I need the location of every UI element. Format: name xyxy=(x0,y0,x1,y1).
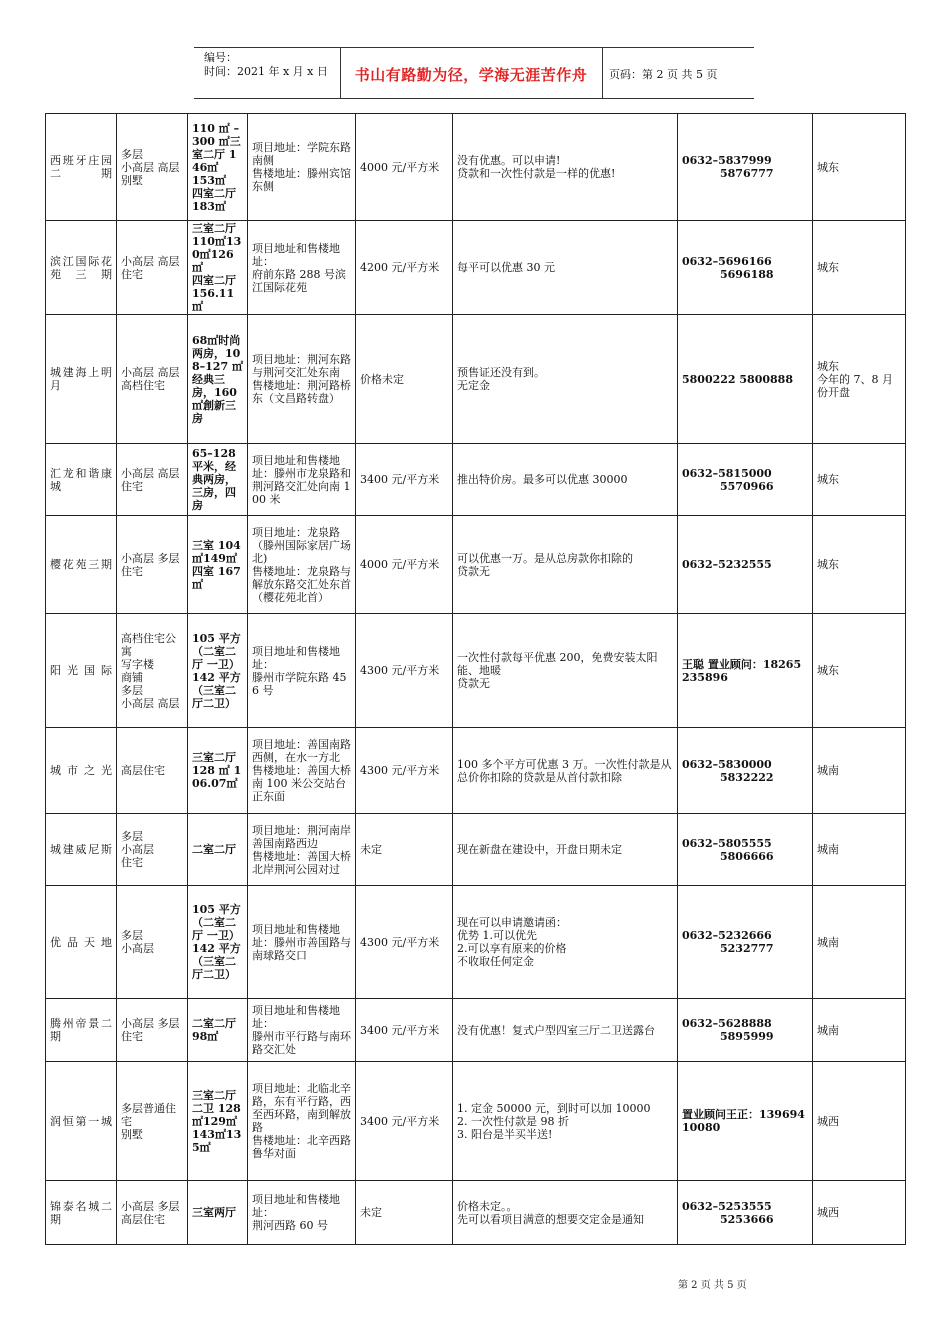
building-type-line: 多层普通住宅 xyxy=(121,1101,176,1128)
address-cell xyxy=(248,614,356,728)
building-type-line: 高层住宅 xyxy=(121,1212,165,1226)
unit-size-cell xyxy=(188,1181,248,1245)
promotion-line: 优势 1.可以优先 xyxy=(457,929,537,942)
address-line: 滕州市平行路与南环路交汇处 xyxy=(252,1030,351,1056)
promotion-line: 100 多个平方可优惠 3 万。一次性付款是从总价你扣除的贷款是从首付款扣除 xyxy=(457,757,672,784)
promotion-cell xyxy=(453,1181,678,1245)
unit-size-line: 四室 167㎡ xyxy=(192,564,241,591)
district-cell xyxy=(813,444,906,516)
price-cell: 4000 元/平方米 xyxy=(356,516,453,614)
price-cell: 4200 元/平方米 xyxy=(356,221,453,315)
contact-phone-cell xyxy=(678,728,813,814)
building-type-line: 别墅 xyxy=(121,1127,143,1141)
table-row xyxy=(46,315,906,444)
address-line: 项目地址和售楼地址： xyxy=(252,1004,340,1030)
building-type-cell xyxy=(117,221,188,315)
promotion-line: 一次性付款每平优惠 200，免费安装太阳能、地暖 xyxy=(457,651,658,677)
address-line: 滕州市学院东路 456 号 xyxy=(252,670,347,697)
district-cell xyxy=(813,614,906,728)
building-type-line: 住宅 xyxy=(121,856,143,869)
district-cell xyxy=(813,886,906,999)
property-name-cell: 优品天地 xyxy=(46,886,117,999)
building-type-line: 商铺 xyxy=(121,670,143,684)
promotion-cell xyxy=(453,221,678,315)
building-type-line: 多层 xyxy=(121,147,143,161)
contact-phone-line: 0632–5628888 xyxy=(682,1017,772,1030)
building-type-cell xyxy=(117,444,188,516)
building-type-cell xyxy=(117,728,188,814)
address-cell xyxy=(248,516,356,614)
property-name-cell: 城建海上明月 xyxy=(46,315,117,444)
contact-phone-line: 置业顾问王正：13969410080 xyxy=(682,1108,805,1134)
unit-size-line: 三室二厅 110㎡130㎡126㎡ xyxy=(192,222,242,274)
address-line: 售楼地址：善国大桥南 100 米公交站台正东面 xyxy=(252,764,351,803)
table-row xyxy=(46,999,906,1062)
building-type-cell xyxy=(117,1181,188,1245)
unit-size-line: 68㎡时尚两房，108–127 ㎡经典三房，160 ㎡創新三房 xyxy=(192,333,243,425)
promotion-line: 贷款无 xyxy=(457,564,490,578)
table-row xyxy=(46,814,906,886)
district-line: 城东 xyxy=(817,558,839,571)
promotion-line: 2.可以享有原来的价格 xyxy=(457,942,567,955)
district-line: 城西 xyxy=(817,1206,839,1219)
building-type-cell xyxy=(117,999,188,1062)
address-line: 售楼地址：荆河路桥东（文昌路转盘） xyxy=(252,379,351,405)
address-line: 项目地址：学院东路南侧 xyxy=(252,141,351,167)
property-name-cell: 滨江国际花苑三期 xyxy=(46,221,117,315)
district-line: 城东 xyxy=(817,664,839,677)
building-type-line: 小高层 高层 xyxy=(121,366,180,379)
address-line: 售楼地址：善国大桥北岸荆河公园对过 xyxy=(252,849,351,876)
contact-phone-line: 0632–5815000 xyxy=(682,466,772,480)
contact-phone-line: 5800222 5800888 xyxy=(682,372,793,386)
table-row xyxy=(46,614,906,728)
building-type-line: 高层住宅 xyxy=(121,764,165,777)
address-cell xyxy=(248,814,356,886)
promotion-line: 1. 定金 50000 元，到时可以加 10000 xyxy=(457,1101,651,1115)
contact-phone-cell xyxy=(678,999,813,1062)
promotion-line: 2. 一次性付款是 98 折 xyxy=(457,1114,569,1128)
price-cell: 4000 元/平方米 xyxy=(356,114,453,221)
listing-table-body xyxy=(46,114,906,1245)
property-listing-table xyxy=(45,113,906,1245)
unit-size-cell xyxy=(188,444,248,516)
building-type-line: 小高层 高层住宅 xyxy=(121,254,180,281)
contact-phone-line: 5895999 xyxy=(720,1030,774,1043)
contact-phone-cell xyxy=(678,114,813,221)
address-cell xyxy=(248,1062,356,1181)
property-name-cell: 汇龙和谐康城 xyxy=(46,444,117,516)
district-line: 今年的 7、8 月份开盘 xyxy=(817,372,893,399)
price-cell: 价格未定 xyxy=(356,315,453,444)
building-type-cell xyxy=(117,1062,188,1181)
address-line: 项目地址：北临北辛路，东有平行路，西至西环路，南到解放路 xyxy=(252,1082,351,1134)
address-line: 府前东路 288 号滨江国际花苑 xyxy=(252,267,346,294)
promotion-cell xyxy=(453,1062,678,1181)
price-cell: 未定 xyxy=(356,814,453,886)
price-cell: 4300 元/平方米 xyxy=(356,728,453,814)
address-cell xyxy=(248,315,356,444)
contact-phone-line: 0632–5232555 xyxy=(682,558,772,571)
address-line: 项目地址和售楼地址： xyxy=(252,241,340,268)
table-row xyxy=(46,886,906,999)
contact-phone-line: 5232777 xyxy=(720,942,774,955)
date-label: 时间：2021 年 x 月 x 日 xyxy=(204,65,328,78)
property-name-cell: 樱花苑三期 xyxy=(46,516,117,614)
building-type-cell xyxy=(117,315,188,444)
address-line: 项目地址和售楼地址： xyxy=(252,1193,340,1219)
address-line: 项目地址：荆河东路与荆河交汇处东南 xyxy=(252,353,351,379)
unit-size-cell xyxy=(188,999,248,1062)
unit-size-line: 105 平方（二室二厅 一卫）142 平方（三室二厅二卫） xyxy=(192,903,241,981)
address-line: 项目地址：龙泉路（滕州国际家居广场北) xyxy=(252,525,351,565)
property-name-cell: 腾州帝景二期 xyxy=(46,999,117,1062)
contact-phone-line: 5832222 xyxy=(720,770,774,784)
address-line: 售楼地址：龙泉路与解放东路交汇处东首（樱花苑北首） xyxy=(252,564,351,604)
building-type-line: 高档住宅公寓 xyxy=(121,631,176,658)
address-cell xyxy=(248,728,356,814)
building-type-line: 小高层 高层 xyxy=(121,160,180,174)
contact-phone-line: 5696188 xyxy=(720,267,774,281)
promotion-line: 可以优惠一万。是从总房款你扣除的 xyxy=(457,551,633,565)
promotion-line: 贷款和一次性付款是一样的优惠! xyxy=(457,167,616,180)
building-type-line: 小高层 多层住宅 xyxy=(121,1017,180,1043)
promotion-line: 预售证还没有到。 xyxy=(457,366,545,379)
unit-size-line: 三室两厅 xyxy=(192,1206,236,1219)
unit-size-cell xyxy=(188,221,248,315)
unit-size-cell xyxy=(188,886,248,999)
contact-phone-line: 0632–5805555 xyxy=(682,836,772,850)
property-name-cell: 阳光国际 xyxy=(46,614,117,728)
unit-size-line: 二室二厅 98㎡ xyxy=(192,1017,236,1043)
building-type-line: 多层 xyxy=(121,830,143,843)
building-type-cell xyxy=(117,886,188,999)
table-row xyxy=(46,1062,906,1181)
motto: 书山有路勤为径，学海无涯苦作舟 xyxy=(354,66,588,84)
district-line: 城南 xyxy=(817,1023,839,1037)
contact-phone-cell xyxy=(678,1062,813,1181)
table-row xyxy=(46,1181,906,1245)
table-row xyxy=(46,444,906,516)
page-header xyxy=(194,47,754,99)
promotion-line: 没有优惠！复式户型四室三厅二卫送露台 xyxy=(457,1023,655,1037)
property-name-cell: 城市之光 xyxy=(46,728,117,814)
contact-phone-line: 0632–5830000 xyxy=(682,757,772,771)
number-label: 编号： xyxy=(204,51,237,64)
promotion-cell xyxy=(453,814,678,886)
building-type-cell xyxy=(117,114,188,221)
page-footer: 第 2 页 共 5 页 xyxy=(678,1280,747,1291)
contact-phone-line: 王聪 置业顾问：18265235896 xyxy=(682,657,802,684)
unit-size-line: 65–128 平米，经典两房，三房，四房 xyxy=(192,447,236,512)
promotion-line: 先可以看项目满意的想要交定金是通知 xyxy=(457,1212,644,1226)
district-cell xyxy=(813,999,906,1062)
unit-size-cell xyxy=(188,315,248,444)
unit-size-cell xyxy=(188,1062,248,1181)
unit-size-line: 二室二厅 xyxy=(192,843,236,856)
promotion-line: 3. 阳台是半买半送! xyxy=(457,1127,553,1141)
district-cell xyxy=(813,516,906,614)
building-type-line: 写字楼 xyxy=(121,657,154,671)
contact-phone-line: 0632–5232666 xyxy=(682,929,772,942)
district-line: 城东 xyxy=(817,160,839,174)
unit-size-cell xyxy=(188,516,248,614)
district-cell xyxy=(813,221,906,315)
unit-size-cell xyxy=(188,614,248,728)
building-type-line: 小高层 xyxy=(121,942,154,955)
contact-phone-cell xyxy=(678,444,813,516)
district-line: 城南 xyxy=(817,764,839,777)
district-line: 城东 xyxy=(817,473,839,486)
contact-phone-cell xyxy=(678,814,813,886)
address-cell xyxy=(248,999,356,1062)
promotion-cell xyxy=(453,516,678,614)
promotion-line: 价格未定。。 xyxy=(457,1199,518,1213)
contact-phone-line: 5253666 xyxy=(720,1212,774,1226)
table-row xyxy=(46,221,906,315)
contact-phone-line: 5570966 xyxy=(720,479,774,493)
unit-size-cell xyxy=(188,114,248,221)
address-line: 项目地址和售楼地址：滕州市善国路与南球路交口 xyxy=(252,922,351,962)
address-cell xyxy=(248,221,356,315)
contact-phone-cell xyxy=(678,516,813,614)
promotion-cell xyxy=(453,444,678,516)
promotion-cell xyxy=(453,315,678,444)
address-line: 项目地址和售楼地址：滕州市龙泉路和荆河路交汇处向南 100 米 xyxy=(252,453,351,506)
building-type-line: 小高层 高层住宅 xyxy=(121,466,180,493)
promotion-line: 贷款无 xyxy=(457,677,490,690)
unit-size-line: 三室二厅 128 ㎡ 106.07㎡ xyxy=(192,751,242,790)
district-line: 城西 xyxy=(817,1114,839,1128)
building-type-line: 多层 xyxy=(121,683,143,697)
unit-size-line: 153㎡ xyxy=(192,173,226,187)
address-line: 项目地址：善国南路西侧，在水一方北 xyxy=(252,738,351,764)
contact-phone-cell xyxy=(678,1181,813,1245)
promotion-line: 推出特价房。最多可以优惠 30000 xyxy=(457,473,628,486)
promotion-line: 没有优惠。可以申请! xyxy=(457,154,561,167)
unit-size-line: 110 ㎡ –300 ㎡三室二厅 146㎡ xyxy=(192,121,241,174)
table-row xyxy=(46,114,906,221)
price-cell: 4300 元/平方米 xyxy=(356,614,453,728)
building-type-line: 别墅 xyxy=(121,173,143,187)
promotion-cell xyxy=(453,614,678,728)
contact-phone-cell xyxy=(678,221,813,315)
promotion-cell xyxy=(453,999,678,1062)
promotion-line: 现在新盘在建设中，开盘日期未定 xyxy=(457,843,622,856)
header-page-cell xyxy=(603,48,754,98)
address-cell xyxy=(248,1181,356,1245)
contact-phone-line: 0632–5696166 xyxy=(682,254,772,268)
building-type-cell xyxy=(117,614,188,728)
page-number-label: 页码：第 2 页 共 5 页 xyxy=(609,68,718,81)
promotion-line: 每平可以优惠 30 元 xyxy=(457,261,555,274)
contact-phone-cell xyxy=(678,886,813,999)
unit-size-line: 四室二厅 183㎡ xyxy=(192,186,236,213)
promotion-line: 不收取任何定金 xyxy=(457,955,534,968)
district-cell xyxy=(813,315,906,444)
unit-size-line: 三室 104㎡149㎡ xyxy=(192,538,241,565)
building-type-line: 多层 xyxy=(121,929,143,942)
contact-phone-line: 0632–5253555 xyxy=(682,1199,772,1213)
address-cell xyxy=(248,444,356,516)
price-cell: 4300 元/平方米 xyxy=(356,886,453,999)
unit-size-line: 四室二厅 156.11㎡ xyxy=(192,274,236,313)
address-line: 项目地址：荆河南岸善国南路西边 xyxy=(252,823,351,850)
address-line: 售楼地址：滕州宾馆东侧 xyxy=(252,167,351,193)
building-type-line: 小高层 多层 xyxy=(121,1199,180,1213)
unit-size-cell xyxy=(188,814,248,886)
building-type-line: 小高层 高层 xyxy=(121,696,180,710)
district-cell xyxy=(813,114,906,221)
contact-phone-cell xyxy=(678,315,813,444)
address-line: 售楼地址：北辛西路鲁华对面 xyxy=(252,1134,351,1160)
price-cell: 3400 元/平方米 xyxy=(356,999,453,1062)
property-name-cell: 润恒第一城 xyxy=(46,1062,117,1181)
price-cell: 3400 元/平方米 xyxy=(356,1062,453,1181)
table-row xyxy=(46,728,906,814)
price-cell: 未定 xyxy=(356,1181,453,1245)
district-cell xyxy=(813,728,906,814)
address-line: 项目地址和售楼地址： xyxy=(252,644,340,671)
price-cell: 3400 元/平方米 xyxy=(356,444,453,516)
building-type-cell xyxy=(117,516,188,614)
address-cell xyxy=(248,886,356,999)
district-line: 城南 xyxy=(817,843,839,856)
contact-phone-line: 0632–5837999 xyxy=(682,154,772,167)
contact-phone-line: 5876777 xyxy=(720,167,774,180)
property-name-cell: 锦泰名城二期 xyxy=(46,1181,117,1245)
district-line: 城东 xyxy=(817,261,839,274)
header-meta-cell xyxy=(194,48,341,98)
building-type-line: 高档住宅 xyxy=(121,379,165,392)
contact-phone-cell xyxy=(678,614,813,728)
district-cell xyxy=(813,1181,906,1245)
unit-size-line: 三室二厅二卫 128㎡129㎡143㎡135㎡ xyxy=(192,1088,242,1154)
district-line: 城南 xyxy=(817,935,839,949)
property-name-cell: 城建威尼斯 xyxy=(46,814,117,886)
building-type-line: 小高层 多层住宅 xyxy=(121,551,180,578)
property-name-cell: 西班牙庄园二期 xyxy=(46,114,117,221)
promotion-cell xyxy=(453,886,678,999)
promotion-line: 现在可以申请邀请函： xyxy=(457,916,567,929)
unit-size-cell xyxy=(188,728,248,814)
promotion-cell xyxy=(453,728,678,814)
contact-phone-line: 5806666 xyxy=(720,849,774,863)
district-line: 城东 xyxy=(817,359,839,373)
address-line: 荆河西路 60 号 xyxy=(252,1219,328,1232)
table-row xyxy=(46,516,906,614)
promotion-line: 无定金 xyxy=(457,379,490,392)
district-cell xyxy=(813,1062,906,1181)
unit-size-line: 105 平方（二室二厅 一卫）142 平方（三室二厅二卫） xyxy=(192,631,241,710)
header-motto-cell xyxy=(340,48,603,98)
building-type-line: 小高层 xyxy=(121,843,154,856)
building-type-cell xyxy=(117,814,188,886)
promotion-cell xyxy=(453,114,678,221)
address-cell xyxy=(248,114,356,221)
district-cell xyxy=(813,814,906,886)
